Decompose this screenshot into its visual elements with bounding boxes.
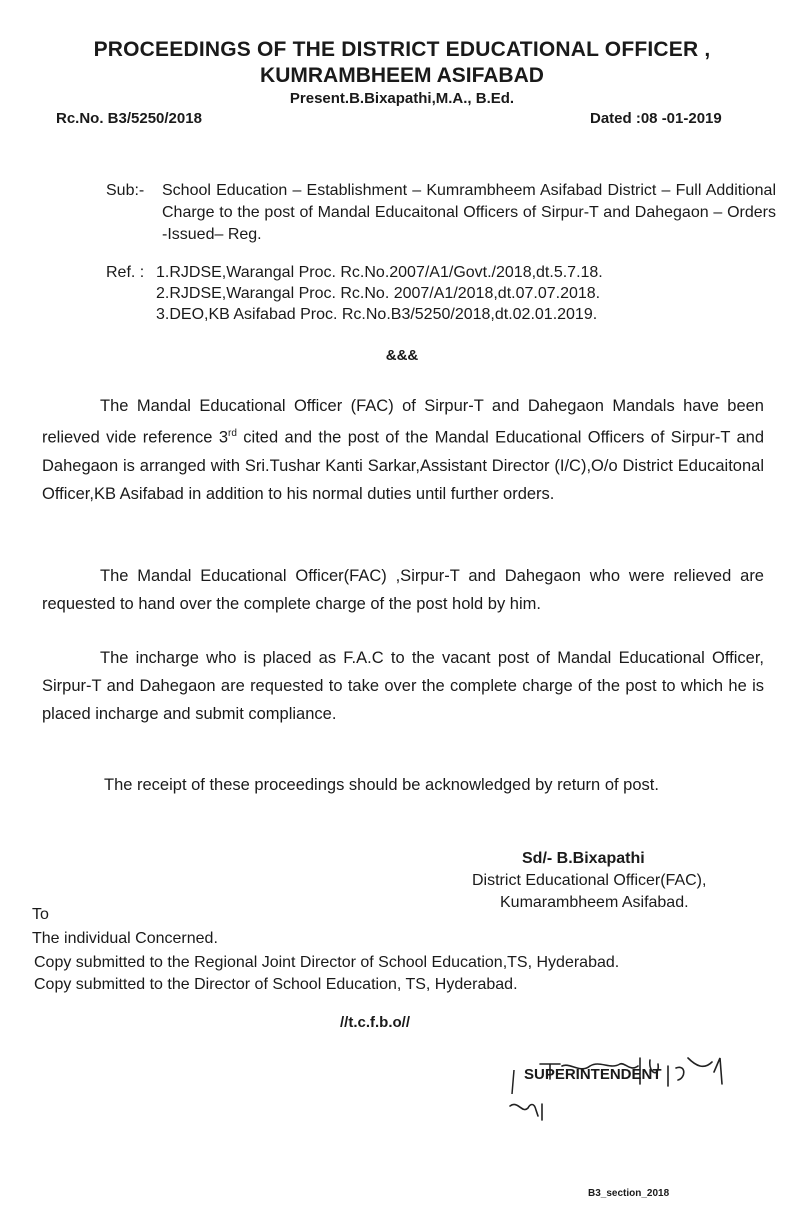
subject-label: Sub:- — [106, 182, 145, 199]
paragraph-3-text: The incharge who is placed as F.A.C to the vacant post of Mandal Educational Officer, Sirpur-T and Dahegaon are requested to take over the complete charge of the post to which he is placed incharge and submit compliance. — [42, 649, 764, 723]
copy-to-director: Copy submitted to the Director of School Education, TS, Hyderabad. — [34, 976, 518, 993]
document-title-line2: KUMRAMBHEEM ASIFABAD — [260, 64, 544, 87]
body-paragraph-1 — [42, 392, 764, 508]
reference-number: Rc.No. B3/5250/2018 — [56, 110, 202, 127]
paragraph-1-text-a: The Mandal Educational Officer (FAC) of Sirpur-T and Dahegaon Mandals have been relieved vide reference 3 — [42, 397, 764, 447]
section-separator: &&& — [385, 347, 419, 364]
document-title-line1: PROCEEDINGS OF THE DISTRICT EDUCATIONAL OFFICER , — [93, 38, 711, 61]
recipient-individual: The individual Concerned. — [32, 930, 218, 947]
paragraph-2-text: The Mandal Educational Officer(FAC) ,Sirpur-T and Dahegaon who were relieved are requested to hand over the complete charge of the post hold by him. — [42, 567, 764, 613]
paragraph-1-text-b: cited and the post of the Mandal Educational Officers of Sirpur-T and Dahegaon is arranged with Sri.Tushar Kanti Sarkar,Assistant Director (I/C),O/o District Educaitonal Officer,KB Asifabad in addition to his normal duties until further orders. — [42, 428, 764, 503]
ordinal-superscript: rd — [228, 428, 237, 439]
body-paragraph-4: The receipt of these proceedings should be acknowledged by return of post. — [104, 776, 659, 794]
subject-text: School Education – Establishment – Kumrambheem Asifabad District – Full Additional Charge to the post of Mandal Educaitonal Officers of Sirpur-T and Dahegaon – Orders -Issued– Reg. — [162, 182, 776, 243]
document-date: Dated :08 -01-2019 — [590, 110, 722, 127]
copy-to-rjdse: Copy submitted to the Regional Joint Director of School Education,TS, Hyderabad. — [34, 954, 620, 971]
section-code: B3_section_2018 — [588, 1188, 670, 1199]
handwritten-signature — [500, 1044, 750, 1124]
signatory-designation: District Educational Officer(FAC), — [472, 872, 707, 889]
body-paragraph-3 — [42, 644, 764, 728]
references-label: Ref. : — [106, 264, 145, 281]
signatory-place: Kumarambheem Asifabad. — [500, 894, 689, 911]
reference-item: 3.DEO,KB Asifabad Proc. Rc.No.B3/5250/2018,dt.02.01.2019. — [156, 306, 598, 323]
presiding-officer: Present.B.Bixapathi,M.A., B.Ed. — [289, 90, 515, 107]
reference-item: 1.RJDSE,Warangal Proc. Rc.No.2007/A1/Govt./2018,dt.5.7.18. — [156, 264, 603, 281]
to-label: To — [32, 906, 49, 923]
reference-item: 2.RJDSE,Warangal Proc. Rc.No. 2007/A1/2018,dt.07.07.2018. — [156, 285, 601, 302]
true-copy-mark: //t.c.f.b.o// — [340, 1014, 410, 1031]
superintendent-stamp: SUPERINTENDENT — [524, 1066, 662, 1083]
body-paragraph-2 — [42, 562, 764, 618]
signatory-name: Sd/- B.Bixapathi — [522, 850, 645, 867]
